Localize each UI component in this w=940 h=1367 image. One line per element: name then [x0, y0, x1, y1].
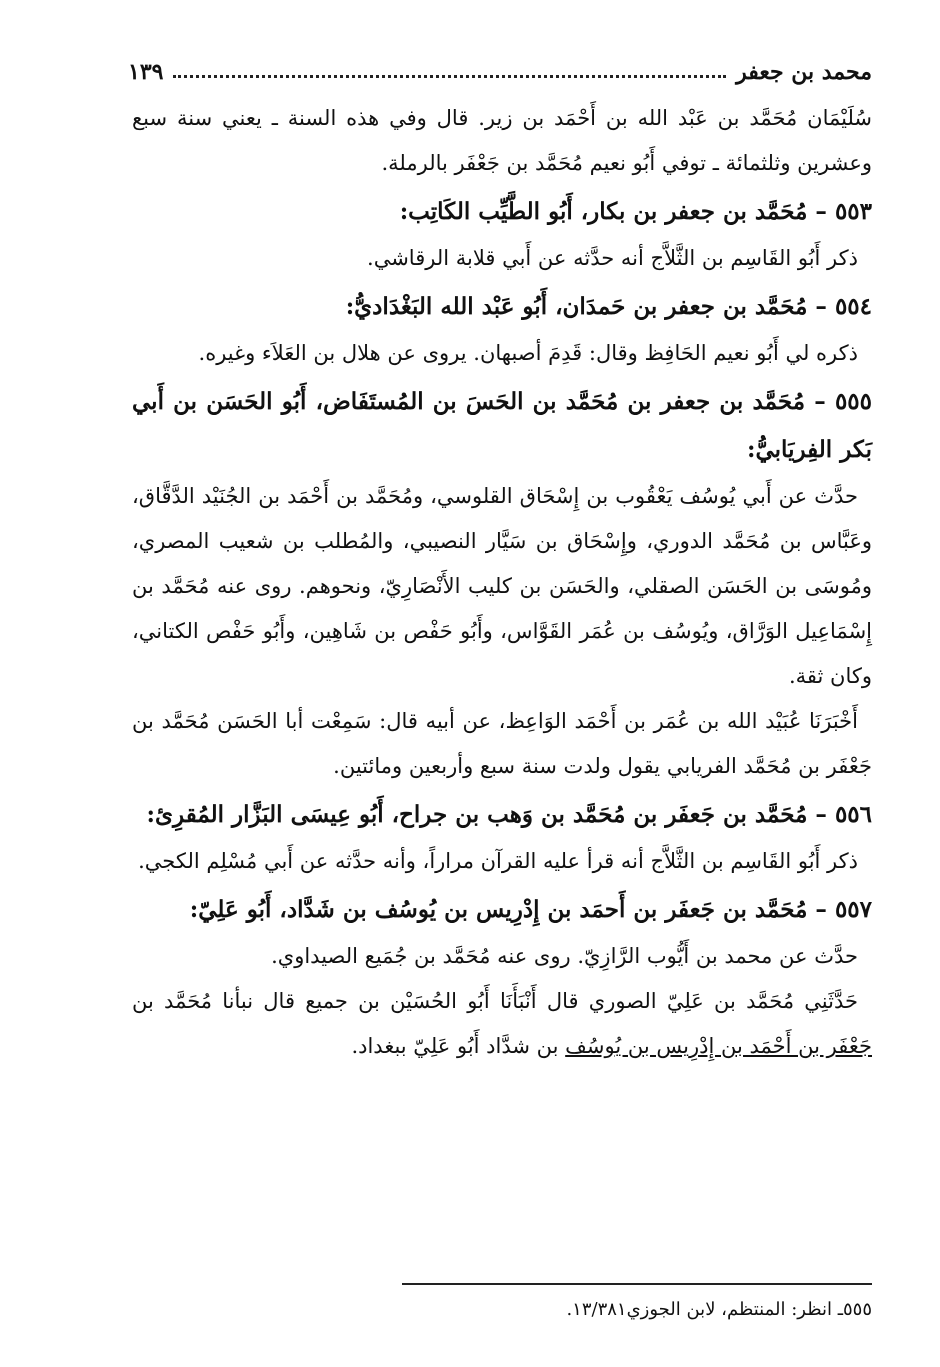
page-body: [132, 96, 872, 1069]
entry-heading-554: ٥٥٤ – مُحَمَّد بن جعفر بن حَمدَان، أَبُو عَبْد الله البَغْدَاديُّ:: [345, 293, 872, 320]
entry-text-557-b-underlined: جَعْفَر بن أَحْمَد بن إِدْرِيس بن يُوسُف: [565, 1034, 872, 1058]
entry-text-555-a: حدَّث عن أَبي يُوسُف يَعْقُوب بن إِسْحَاق القلوسي، ومُحَمَّد بن أَحْمَد بن الجُنَيْد الدَّقَّاق، وعَبَّاس بن مُحَمَّد الدوري، وإِسْحَاق بن سَيَّار النصيبي، والمُطلب بن شعيب المصري، ومُوسَى بن الحَسَن الصقلي، والحَسَن بن كليب الأَنْصَارِيّ، ونحوهم. روى عنه مُحَمَّد بن إِسْمَاعِيل الوَرَّاق، ويُوسُف بن عُمَر القَوَّاس، وأَبُو حَفْص بن شَاهِين، وأَبُو حَفْص الكتاني، وكان ثقة.: [132, 484, 872, 688]
page-number: ١٣٩: [128, 59, 164, 85]
entry-text-555-b: أَخْبَرَنَا عُبَيْد الله بن عُمَر بن أَحْمَد الوَاعِظ، عن أبيه قال: سَمِعْت أبا الحَسَن مُحَمَّد بن جَعْفَر بن مُحَمَّد الفريابي يقول ولدت سنة سبع وأربعين ومائتين.: [132, 709, 872, 778]
entry-heading-555: ٥٥٥ – مُحَمَّد بن جعفر بن مُحَمَّد بن الحَسَ بن المُستَفَاض، أَبُو الحَسَن بن أَبي بَكر الفِريَابيُّ:: [132, 388, 872, 463]
paragraph-continuation: سُلَيْمَان مُحَمَّد بن عَبْد الله بن أَحْمَد بن زير. قال وفي هذه السنة ـ يعني سنة سبع وعشرين وثلثمائة ـ توفي أَبُو نعيم مُحَمَّد بن جَعْفَر بالرملة.: [132, 106, 872, 175]
footnote-separator: [402, 1283, 872, 1285]
entry-text-554: ذكره لي أَبُو نعيم الحَافِظ وقال: قَدِمَ أصبهان. يروى عن هلال بن العَلاَء وغيره.: [198, 341, 858, 365]
entry-text-557-b-end: بن شدَّاد أَبُو عَلِيّ ببغداد.: [351, 1034, 566, 1058]
header-leader-dots: [173, 75, 726, 78]
entry-text-556: ذكر أَبُو القَاسِم بن الثَّلاَّج أنه قرأ عليه القرآن مراراً، وأنه حدَّثه عن أَبي مُسْلِم الكجي.: [138, 849, 858, 873]
entry-text-557-b: [132, 979, 872, 1069]
running-header: [128, 52, 872, 92]
entry-text-553: ذكر أَبُو القَاسِم بن الثَّلاَّج أنه حدَّثه عن أَبي قلابة الرقاشي.: [367, 246, 858, 270]
entry-text-557-b-start: حَدَّثَنِي مُحَمَّد بن عَلِيّ الصوري قال أَنْبَأَنَا أَبُو الحُسَيْن بن جميع قال نبأنا مُحَمَّد بن: [132, 989, 858, 1013]
entry-heading-553: ٥٥٣ – مُحَمَّد بن جعفر بن بكار، أَبُو الطَّيِّب الكَاتِب:: [399, 198, 872, 225]
header-title: محمد بن جعفر: [736, 59, 872, 85]
entry-text-557-a: حدَّث عن محمد بن أَيُّوب الرَّازِيّ. روى عنه مُحَمَّد بن جُمَيع الصيداوي.: [271, 944, 858, 968]
entry-heading-557: ٥٥٧ – مُحَمَّد بن جَعفَر بن أَحمَد بن إِدْرِيس بن يُوسُف بن شَدَّاد، أَبُو عَلِيّ:: [189, 896, 872, 923]
entry-heading-556: ٥٥٦ – مُحَمَّد بن جَعفَر بن مُحَمَّد بن وَهب بن جراح، أَبُو عِيسَى البَزَّار المُقرِئ:: [146, 801, 872, 828]
footnote: ٥٥٥ـ انظر: المنتظم، لابن الجوزي١٣/٣٨١.: [566, 1299, 872, 1320]
